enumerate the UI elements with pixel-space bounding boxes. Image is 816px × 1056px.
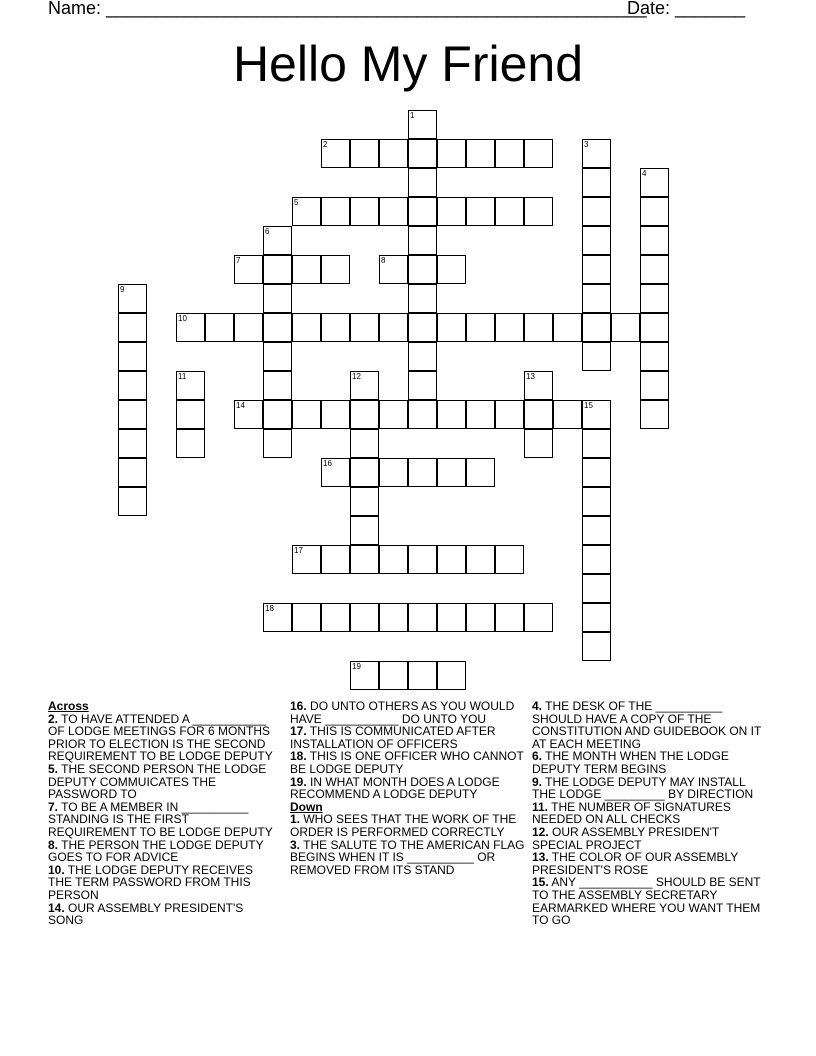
clue-number-7: 7 <box>236 256 241 265</box>
grid-cell[interactable] <box>379 603 408 632</box>
grid-cell[interactable] <box>437 545 466 574</box>
grid-cell[interactable] <box>292 603 321 632</box>
clue-number: 11. <box>532 799 549 814</box>
clue-number: 18. <box>290 749 307 764</box>
grid-cell[interactable] <box>524 139 553 168</box>
page-title: Hello My Friend <box>232 36 584 92</box>
grid-cell[interactable] <box>524 197 553 226</box>
clue <box>290 750 526 775</box>
grid-cell[interactable] <box>640 342 669 371</box>
grid-cell[interactable] <box>292 313 321 342</box>
grid-cell[interactable] <box>640 400 669 429</box>
clue-number: 19. <box>290 774 307 789</box>
grid-cell[interactable] <box>408 226 437 255</box>
clue-number-16: 16 <box>323 459 332 468</box>
across-clue-list-continued <box>290 700 526 801</box>
clue-text: THE NUMBER OF SIGNATURES NEEDED ON ALL CHECKS <box>532 799 731 827</box>
clue <box>48 902 280 927</box>
clue <box>290 700 526 725</box>
clue <box>48 713 280 763</box>
grid-cell[interactable] <box>408 603 437 632</box>
grid-cell[interactable] <box>640 284 669 313</box>
clue-text: THE PERSON THE LODGE DEPUTY GOES TO FOR ADVICE <box>48 837 264 865</box>
grid-cell[interactable] <box>524 313 553 342</box>
clue-number-11: 11 <box>178 372 187 381</box>
date-line: Date: _______ <box>627 0 746 18</box>
clue-text: IN WHAT MONTH DOES A LODGE RECOMMEND A LODGE DEPUTY <box>290 774 500 802</box>
clue-number-13: 13 <box>526 372 535 381</box>
clue-number-15: 15 <box>584 401 593 410</box>
grid-cell[interactable] <box>524 400 553 429</box>
grid-cell[interactable] <box>321 545 350 574</box>
grid-cell[interactable] <box>263 255 292 284</box>
clue-number: 4. <box>532 699 543 713</box>
grid-cell[interactable] <box>553 400 582 429</box>
clue-number: 7. <box>48 799 59 814</box>
grid-cell[interactable] <box>379 545 408 574</box>
grid-cell[interactable] <box>466 139 495 168</box>
clue-number: 13. <box>532 850 549 865</box>
clue <box>532 750 768 775</box>
clue-text: OUR ASSEMBLY PRESIDEN'T SPECIAL PROJECT <box>532 824 720 852</box>
clue <box>290 776 526 801</box>
grid-cell[interactable] <box>553 313 582 342</box>
grid-cell[interactable] <box>408 284 437 313</box>
clue-text: TO HAVE ATTENDED A ___________ OF LODGE MEETINGS FOR 6 MONTHS PRIOR TO ELECTION IS THE SECOND REQUIREMENT TO BE LODGE DEPUTY <box>48 711 273 764</box>
clue <box>532 876 768 926</box>
clue-text: THE SECOND PERSON THE LODGE DEPUTY COMMUICATES THE PASSWORD TO <box>48 761 267 802</box>
down-heading: Down <box>290 799 323 814</box>
grid-cell[interactable] <box>437 400 466 429</box>
grid-cell[interactable] <box>466 603 495 632</box>
clue-number-2: 2 <box>323 140 328 149</box>
clues-column-1 <box>48 700 280 927</box>
clue <box>48 839 280 864</box>
clue-number: 14. <box>48 900 65 915</box>
clue-text: THIS IS COMMUNICATED AFTER INSTALLATION OF OFFICERS <box>290 724 496 751</box>
grid-cell[interactable] <box>408 168 437 197</box>
grid-cell[interactable] <box>582 342 611 371</box>
grid-cell[interactable] <box>350 400 379 429</box>
clue-text: THE LODGE DEPUTY RECEIVES THE TERM PASSWORD FROM THIS PERSON <box>48 862 253 902</box>
grid-cell[interactable] <box>437 139 466 168</box>
grid-cell[interactable] <box>524 603 553 632</box>
grid-cell[interactable] <box>292 255 321 284</box>
grid-cell[interactable] <box>640 371 669 400</box>
clue <box>48 864 280 902</box>
clue-number: 9. <box>532 774 543 789</box>
grid-cell[interactable] <box>582 574 611 603</box>
name-line: Name: ______________________________________________________ <box>48 0 647 18</box>
grid-cell[interactable] <box>408 545 437 574</box>
clue-number: 10. <box>48 862 65 877</box>
grid-cell[interactable] <box>350 458 379 487</box>
grid-cell[interactable] <box>408 255 437 284</box>
grid-cell[interactable] <box>292 400 321 429</box>
clue <box>290 839 526 877</box>
grid-cell[interactable] <box>379 313 408 342</box>
down-clue-list-continued <box>532 700 768 927</box>
grid-cell[interactable] <box>263 284 292 313</box>
grid-cell[interactable] <box>118 400 147 429</box>
grid-cell[interactable] <box>466 313 495 342</box>
clue-number: 16. <box>290 699 307 713</box>
grid-cell[interactable] <box>205 313 234 342</box>
grid-cell[interactable] <box>350 545 379 574</box>
clue-number-8: 8 <box>381 256 386 265</box>
grid-cell[interactable] <box>582 603 611 632</box>
grid-cell[interactable] <box>234 313 263 342</box>
grid-cell[interactable] <box>611 313 640 342</box>
clue <box>532 801 768 826</box>
clue <box>290 813 526 838</box>
grid-cell[interactable] <box>408 197 437 226</box>
grid-cell[interactable] <box>176 400 205 429</box>
clue <box>532 776 768 801</box>
grid-cell[interactable] <box>524 429 553 458</box>
grid-cell[interactable] <box>408 371 437 400</box>
clue-number: 3. <box>290 837 301 852</box>
across-clue-list <box>48 713 280 927</box>
clue-text: TO BE A MEMBER IN __________ STANDING IS THE FIRST REQUIREMENT TO BE LODGE DEPUTY <box>48 799 273 839</box>
grid-cell[interactable] <box>582 284 611 313</box>
grid-cell[interactable] <box>321 400 350 429</box>
grid-cell[interactable] <box>640 197 669 226</box>
grid-cell[interactable] <box>437 197 466 226</box>
clue-number: 6. <box>532 749 543 764</box>
grid-cell[interactable] <box>495 603 524 632</box>
grid-cell[interactable] <box>118 487 147 516</box>
clue-number: 1. <box>290 812 301 827</box>
clue-number: 17. <box>290 724 307 739</box>
clue-number-6: 6 <box>265 227 270 236</box>
grid-cell[interactable] <box>321 603 350 632</box>
grid-cell[interactable] <box>118 429 147 458</box>
grid-cell[interactable] <box>350 313 379 342</box>
clue-number-14: 14 <box>236 401 245 410</box>
grid-cell[interactable] <box>263 429 292 458</box>
grid-cell[interactable] <box>408 661 437 690</box>
grid-cell[interactable] <box>582 516 611 545</box>
grid-cell[interactable] <box>582 197 611 226</box>
grid-cell[interactable] <box>582 429 611 458</box>
grid-cell[interactable] <box>582 545 611 574</box>
clue-number: 8. <box>48 837 59 852</box>
clue-text: THE SALUTE TO THE AMERICAN FLAG BEGINS WHEN IT IS __________ OR REMOVED FROM ITS STAND <box>290 837 525 877</box>
grid-cell[interactable] <box>379 400 408 429</box>
clue-number-9: 9 <box>120 285 125 294</box>
grid-cell[interactable] <box>582 313 611 342</box>
grid-cell[interactable] <box>263 313 292 342</box>
clue-text: DO UNTO OTHERS AS YOU WOULD HAVE ___________ DO UNTO YOU <box>290 699 515 726</box>
clue-number-19: 19 <box>352 662 361 671</box>
grid-cell[interactable] <box>350 603 379 632</box>
down-clue-list <box>290 813 526 876</box>
grid-cell[interactable] <box>350 139 379 168</box>
grid-cell[interactable] <box>582 226 611 255</box>
grid-cell[interactable] <box>495 197 524 226</box>
clue <box>532 700 768 750</box>
grid-cell[interactable] <box>408 342 437 371</box>
clue-text: WHO SEES THAT THE WORK OF THE ORDER IS PERFORMED CORRECTLY <box>290 812 517 839</box>
grid-cell[interactable] <box>408 139 437 168</box>
clue-text: THE LODGE DEPUTY MAY INSTALL THE LODGE _________ BY DIRECTION <box>532 774 754 802</box>
grid-cell[interactable] <box>640 255 669 284</box>
clue-number-10: 10 <box>178 314 187 323</box>
grid-cell[interactable] <box>350 516 379 545</box>
grid-cell[interactable] <box>379 458 408 487</box>
grid-cell[interactable] <box>495 400 524 429</box>
clue-number-1: 1 <box>410 111 415 120</box>
grid-cell[interactable] <box>466 400 495 429</box>
clue-number-4: 4 <box>642 169 647 178</box>
clue <box>532 826 768 851</box>
grid-cell[interactable] <box>263 342 292 371</box>
grid-cell[interactable] <box>321 255 350 284</box>
grid-cell[interactable] <box>408 458 437 487</box>
grid-cell[interactable] <box>466 197 495 226</box>
clue-text: ANY ___________ SHOULD BE SENT TO THE ASSEMBLY SECRETARY EARMARKED WHERE YOU WANT THEM TO GO <box>532 875 761 928</box>
grid-cell[interactable] <box>495 545 524 574</box>
clue-number-3: 3 <box>584 140 589 149</box>
grid-cell[interactable] <box>350 429 379 458</box>
clue-text: THIS IS ONE OFFICER WHO CANNOT BE LODGE DEPUTY <box>290 749 524 776</box>
grid-cell[interactable] <box>118 342 147 371</box>
grid-cell[interactable] <box>118 458 147 487</box>
grid-cell[interactable] <box>582 255 611 284</box>
clue-number: 2. <box>48 711 59 726</box>
clue <box>48 763 280 801</box>
grid-cell[interactable] <box>437 603 466 632</box>
grid-cell[interactable] <box>321 313 350 342</box>
clue-text: OUR ASSEMBLY PRESIDENT'S SONG <box>48 900 244 928</box>
grid-cell[interactable] <box>582 458 611 487</box>
across-heading: Across <box>48 699 89 713</box>
clue-number-17: 17 <box>294 546 303 555</box>
grid-cell[interactable] <box>640 226 669 255</box>
grid-cell[interactable] <box>408 400 437 429</box>
grid-cell[interactable] <box>582 487 611 516</box>
grid-cell[interactable] <box>437 661 466 690</box>
clue <box>532 851 768 876</box>
grid-cell[interactable] <box>466 458 495 487</box>
clue-number-18: 18 <box>265 604 274 613</box>
grid-cell[interactable] <box>437 458 466 487</box>
grid-cell[interactable] <box>350 197 379 226</box>
grid-cell[interactable] <box>350 487 379 516</box>
grid-cell[interactable] <box>466 545 495 574</box>
grid-cell[interactable] <box>495 139 524 168</box>
grid-cell[interactable] <box>582 632 611 661</box>
grid-cell[interactable] <box>437 255 466 284</box>
grid-cell[interactable] <box>437 313 466 342</box>
clues-column-2 <box>290 700 526 876</box>
clue-number: 12. <box>532 824 549 839</box>
grid-cell[interactable] <box>582 168 611 197</box>
grid-cell[interactable] <box>495 313 524 342</box>
grid-cell[interactable] <box>263 400 292 429</box>
clue-text: THE MONTH WHEN THE LODGE DEPUTY TERM BEGINS <box>532 749 729 776</box>
grid-cell[interactable] <box>118 371 147 400</box>
clue-number-5: 5 <box>294 198 299 207</box>
grid-cell[interactable] <box>640 313 669 342</box>
clue-number: 15. <box>532 875 549 890</box>
grid-cell[interactable] <box>379 197 408 226</box>
grid-cell[interactable] <box>379 139 408 168</box>
clues-column-3 <box>532 700 768 927</box>
grid-cell[interactable] <box>408 313 437 342</box>
clue <box>290 725 526 750</box>
grid-cell[interactable] <box>263 371 292 400</box>
clue-text: THE COLOR OF OUR ASSEMBLY PRESIDENT'S ROSE <box>532 850 739 877</box>
grid-cell[interactable] <box>321 197 350 226</box>
clue <box>48 801 280 839</box>
grid-cell[interactable] <box>176 429 205 458</box>
clue-number: 5. <box>48 761 59 776</box>
clue-text: THE DESK OF THE __________ SHOULD HAVE A COPY OF THE CONSTITUTION AND GUIDEBOOK ON IT AT EACH MEETING <box>532 699 762 751</box>
grid-cell[interactable] <box>118 313 147 342</box>
clue-number-12: 12 <box>352 372 361 381</box>
grid-cell[interactable] <box>379 661 408 690</box>
